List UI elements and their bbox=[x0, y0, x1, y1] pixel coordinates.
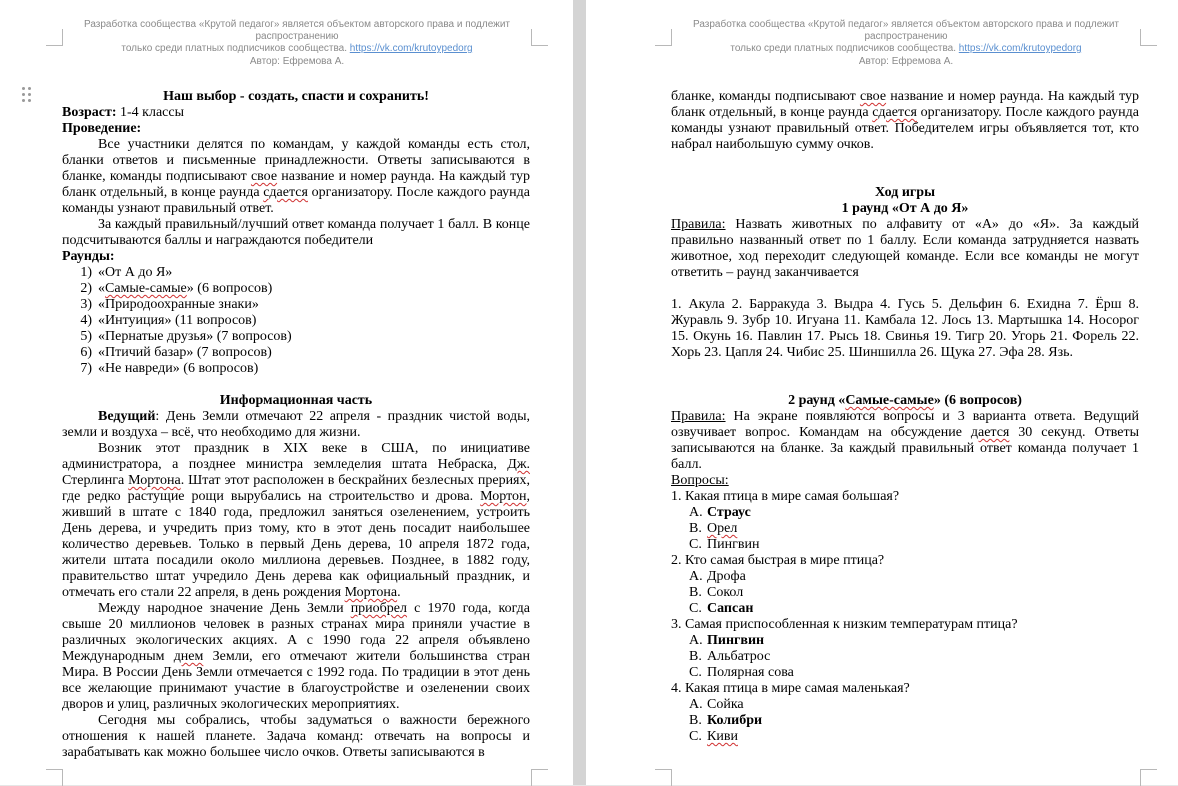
spellcheck-word: Мортона bbox=[128, 473, 181, 488]
crop-mark bbox=[531, 769, 548, 786]
spacer bbox=[671, 361, 1139, 377]
text-run: бланке, команды подписывают bbox=[671, 89, 860, 104]
text-run: 2 раунд « bbox=[788, 393, 846, 408]
text-run: Стерлинга bbox=[62, 473, 129, 488]
header-line-2 bbox=[669, 43, 1143, 55]
header-line-2-text: только среди платных подписчиков сообщества. bbox=[730, 43, 956, 54]
round-number: 5) bbox=[80, 329, 92, 344]
option-letter: B. bbox=[689, 521, 702, 536]
history-paragraph bbox=[62, 441, 530, 601]
text-run: . Штат этот расположен в бескрайних безлесных прериях, где редко растущие рощи вырубались на строительство и дрова. bbox=[62, 473, 530, 504]
option-text: Сокол bbox=[707, 585, 744, 600]
round-text: «Природоохранные знаки» bbox=[98, 297, 259, 312]
spellcheck-word: свое bbox=[250, 169, 278, 184]
questions-label-text: Вопросы: bbox=[671, 473, 729, 488]
conduct-label-text: Проведение: bbox=[62, 121, 142, 136]
answer-option bbox=[689, 521, 1139, 537]
round-number: 3) bbox=[80, 297, 92, 312]
round-number: 6) bbox=[80, 345, 92, 360]
round-item bbox=[80, 313, 530, 329]
option-text: Пингвин bbox=[707, 537, 760, 552]
header-link[interactable]: https://vk.com/krutoypedorg bbox=[958, 43, 1082, 54]
round-number: 2) bbox=[80, 281, 92, 296]
right-page-body[interactable] bbox=[671, 89, 1139, 745]
round-text: «От А до Я» bbox=[98, 265, 173, 280]
header-line-2 bbox=[60, 43, 534, 55]
page-header-left bbox=[60, 19, 534, 55]
rounds-list bbox=[62, 265, 530, 377]
questions-list bbox=[671, 489, 1139, 745]
text-run: организатору. После каждого раунда команды узнают правильный ответ. Победителем игры объявляется тот, кто набрал наибольшую сумму очков. bbox=[671, 105, 1139, 152]
round1-title: 1 раунд «От А до Я» bbox=[841, 201, 969, 216]
answer-option bbox=[689, 569, 1139, 585]
spellcheck-word: Дж. bbox=[507, 457, 530, 472]
conduct-paragraph-2: За каждый правильный/лучший ответ команда получает 1 балл. В конце подсчитываются баллы и награждаются победители bbox=[62, 217, 530, 248]
answer-option bbox=[689, 697, 1139, 713]
option-text: Альбатрос bbox=[707, 649, 771, 664]
host-text: : День Земли отмечают 22 апреля - праздник чистой воды, земли и воздуха – всё, что необходимо для жизни. bbox=[62, 409, 530, 440]
answer-option bbox=[689, 601, 1139, 617]
round1-answers: 1. Акула 2. Барракуда 3. Выдра 4. Гусь 5. Дельфин 6. Ехидна 7. Ёрш 8. Журавль 9. Зубр 10. Игуана 11. Камбала 12. Лось 13. Мартышка 14. Носорог 15. Окунь 16. Павлин 17. Рысь 18. Свинья 19. Тигр 20. Угорь 21. Форель 22. Хорь 23. Цапля 24. Чибис 25. Шиншилла 26. Щука 27. Эфа 28. Язь. bbox=[671, 297, 1139, 360]
crop-mark bbox=[655, 769, 672, 786]
round-text: «Не навреди» (6 вопросов) bbox=[98, 361, 259, 376]
answer-options bbox=[671, 633, 1139, 681]
author-left: Автор: Ефремова А. bbox=[249, 56, 345, 67]
questions-label bbox=[671, 473, 1139, 489]
round-text: «Пернатые друзья» (7 вопросов) bbox=[98, 329, 292, 344]
round-item bbox=[80, 345, 530, 361]
option-letter: A. bbox=[689, 505, 703, 520]
option-text: Орел bbox=[707, 521, 738, 536]
spellcheck-word: днем bbox=[173, 649, 204, 664]
round2-title bbox=[671, 393, 1139, 409]
correct-answer: Страус bbox=[707, 505, 751, 520]
game-title: Ход игры bbox=[875, 185, 935, 200]
spellcheck-word: сдается bbox=[872, 105, 917, 120]
answer-option bbox=[689, 505, 1139, 521]
round-text: « bbox=[98, 281, 105, 296]
age-label: Возраст: bbox=[62, 105, 117, 120]
spellcheck-word: Самые-самые bbox=[845, 393, 934, 408]
spellcheck-word: сдается bbox=[263, 185, 308, 200]
round-number: 1) bbox=[80, 265, 92, 280]
round-item bbox=[80, 297, 530, 313]
answer-options bbox=[671, 505, 1139, 553]
age-value: 1-4 классы bbox=[116, 105, 185, 120]
question: 4. Какая птица в мире самая маленькая? bbox=[671, 681, 910, 696]
option-letter: C. bbox=[689, 537, 702, 552]
option-letter: A. bbox=[689, 697, 703, 712]
round-item bbox=[80, 265, 530, 281]
round-item bbox=[80, 361, 530, 377]
answer-options bbox=[671, 569, 1139, 617]
info-title: Информационная часть bbox=[219, 393, 373, 408]
round-text: » (6 вопросов) bbox=[186, 281, 273, 296]
option-text: Полярная сова bbox=[707, 665, 794, 680]
header-line-1: Разработка сообщества «Крутой педагог» является объектом авторского права и подлежит распространению bbox=[692, 19, 1119, 42]
spellcheck-word: свое bbox=[859, 89, 887, 104]
page-header-right bbox=[669, 19, 1143, 55]
option-letter: B. bbox=[689, 585, 702, 600]
text-run: » (6 вопросов) bbox=[933, 393, 1022, 408]
question: 2. Кто самая быстрая в мире птица? bbox=[671, 553, 885, 568]
text-run: На экране появляются вопросы и 3 варианта ответа. Ведущий озвучивает вопрос. Командам на обсуждение bbox=[671, 409, 1139, 440]
answer-options bbox=[671, 697, 1139, 745]
spellcheck-word: приобрел bbox=[350, 601, 407, 616]
round-number: 4) bbox=[80, 313, 92, 328]
option-letter: B. bbox=[689, 713, 702, 728]
answer-option bbox=[689, 649, 1139, 665]
correct-answer: Сапсан bbox=[707, 601, 754, 616]
document-title: Наш выбор - создать, спасти и сохранить! bbox=[163, 89, 429, 104]
conduct-label bbox=[62, 121, 530, 137]
crop-mark bbox=[1140, 769, 1157, 786]
option-letter: C. bbox=[689, 729, 702, 744]
text-run: Все участники делятся по командам, у каждой команды есть стол, бланки ответов и письменные принадлежности. Ответы записываются в бланке, команды подписывают bbox=[62, 137, 530, 184]
page-gutter bbox=[573, 0, 586, 785]
answer-option bbox=[689, 633, 1139, 649]
drag-handle-icon[interactable] bbox=[22, 87, 36, 107]
option-text: Сойка bbox=[707, 697, 744, 712]
text-run: название и номер раунда. На каждый тур бланк отдельный, в конце раунда bbox=[671, 89, 1140, 120]
spellcheck-word: дается bbox=[970, 425, 1010, 440]
today-paragraph: Сегодня мы собрались, чтобы задуматься о важности бережного отношения к нашей планете. Задача команд: отвечать на вопросы и зарабатывать как можно большее число очков. Ответы записываются в bbox=[62, 713, 530, 760]
text-run: 30 секунд. Ответы записываются на бланке. За каждый правильный ответ команда получает 1 балл. bbox=[671, 425, 1139, 472]
host-label: Ведущий bbox=[98, 409, 156, 424]
header-link[interactable]: https://vk.com/krutoypedorg bbox=[349, 43, 473, 54]
round-item bbox=[80, 281, 530, 297]
correct-answer: Колибри bbox=[707, 713, 763, 728]
answer-option bbox=[689, 537, 1139, 553]
left-page-body[interactable] bbox=[62, 89, 530, 761]
question: 1. Какая птица в мире самая большая? bbox=[671, 489, 900, 504]
answer-option bbox=[689, 665, 1139, 681]
round-text: «Птичий базар» (7 вопросов) bbox=[98, 345, 272, 360]
host-paragraph bbox=[62, 409, 530, 441]
rounds-label bbox=[62, 249, 530, 265]
round1-rules bbox=[671, 217, 1139, 281]
answer-option bbox=[689, 729, 1139, 745]
spellcheck-word: Самые-самые bbox=[105, 281, 187, 296]
text-run: Между народное значение День Земли bbox=[98, 601, 351, 616]
correct-answer: Пингвин bbox=[707, 633, 765, 648]
option-letter: C. bbox=[689, 601, 702, 616]
option-text: Дрофа bbox=[707, 569, 746, 584]
spellcheck-word: Мортона bbox=[344, 585, 398, 600]
age-line bbox=[62, 105, 530, 121]
answer-option bbox=[689, 713, 1139, 729]
round-number: 7) bbox=[80, 361, 92, 376]
round-item bbox=[80, 329, 530, 345]
text-run: , живший в штате с 1840 года, предложил заняться озеленением, устроить День дерева, и учредить приз тому, кто в этот день посадит наибольшее количество деревьев. Только в первый День дерева, 10 апреля 1872 года, жители штата посадили около миллиона деревьев. Позднее, в 1882 году, правительство штат учредило День дерева как официальный праздник, и отмечать его стали 22 апреля, в день рождения bbox=[62, 489, 530, 600]
spacer bbox=[671, 281, 1139, 297]
spacer bbox=[671, 377, 1139, 393]
text-run: Возник этот праздник в XIX веке в США, по инициативе администратора, а позднее министра земледелия штата Небраска, bbox=[62, 441, 530, 472]
crop-mark bbox=[46, 769, 63, 786]
text-run: название и номер раунда. На каждый тур бланк отдельный, в конце раунда bbox=[62, 169, 531, 200]
answer-option bbox=[689, 585, 1139, 601]
spellcheck-word: Мортон bbox=[480, 489, 527, 504]
option-letter: A. bbox=[689, 569, 703, 584]
spacer bbox=[62, 377, 530, 393]
option-text: Киви bbox=[707, 729, 738, 744]
header-line-2-text: только среди платных подписчиков сообщества. bbox=[121, 43, 347, 54]
text-run: Земли, его отмечают жители большинства стран Мира. В России День Земли отмечается с 1992 года. По традиции в этот день все желающие принимают участие в благоустройстве и озеленении своих дворов и улиц, различных экологических мероприятиях. bbox=[62, 649, 530, 712]
text-run: организатору. После каждого раунда команды узнают правильный ответ. bbox=[62, 185, 530, 216]
rules-label: Правила: bbox=[671, 409, 726, 424]
round2-rules bbox=[671, 409, 1139, 473]
text-run: . bbox=[397, 585, 401, 600]
header-line-1: Разработка сообщества «Крутой педагог» является объектом авторского права и подлежит распространению bbox=[83, 19, 510, 42]
text-run: с 1970 года, когда свыше 20 миллионов человек в разных странах мира приняли участие в различных экологических акциях. А с 1990 года 22 апреля объявлено Международным bbox=[62, 601, 530, 664]
option-letter: B. bbox=[689, 649, 702, 664]
conduct-paragraph-1 bbox=[62, 137, 530, 217]
round-text: «Интуиция» (11 вопросов) bbox=[98, 313, 257, 328]
question: 3. Самая приспособленная к низким температурам птица? bbox=[671, 617, 1018, 632]
option-letter: C. bbox=[689, 665, 702, 680]
option-letter: A. bbox=[689, 633, 703, 648]
rounds-label-text: Раунды: bbox=[62, 249, 115, 264]
continuation-paragraph bbox=[671, 89, 1139, 153]
rules-label: Правила: bbox=[671, 217, 726, 232]
spacer bbox=[671, 169, 1139, 185]
author-right: Автор: Ефремова А. bbox=[858, 56, 954, 67]
spacer bbox=[671, 153, 1139, 169]
rules-text: Назвать животных по алфавиту от «А» до «Я». За каждый правильно названный ответ по 1 баллу. Если команда затрудняется назвать животное, ход переходит следующей команде. Если все команды не могут ответить – раунд заканчивается bbox=[671, 217, 1139, 280]
international-paragraph bbox=[62, 601, 530, 713]
